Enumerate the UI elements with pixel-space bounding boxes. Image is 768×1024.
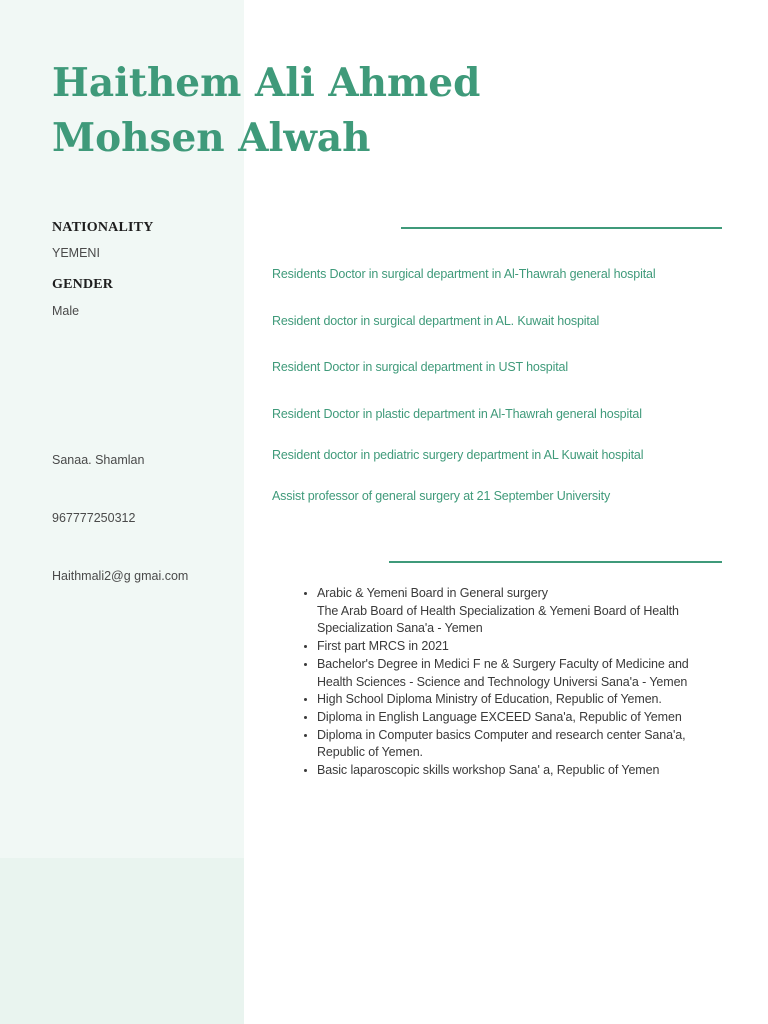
experience-item: Resident doctor in pediatric surgery department in AL Kuwait hospital	[272, 448, 644, 462]
education-item-line: • Bachelor's Degree in Medici F ne & Surgery Faculty of Medicine and	[317, 656, 689, 671]
nationality-label: NATIONALITY	[52, 220, 154, 235]
education-divider	[389, 561, 722, 563]
education-item	[317, 762, 737, 780]
education-item	[317, 585, 737, 638]
education-item	[317, 638, 737, 656]
address-text: Sanaa. Shamlan	[52, 453, 145, 467]
education-item	[317, 656, 737, 691]
nationality-value: YEMENI	[52, 246, 100, 260]
education-item-line: The Arab Board of Health Specialization & Yemeni Board of Health	[317, 603, 679, 618]
education-item-line: Health Sciences - Science and Technology Universi Sana'a - Yemen	[317, 674, 688, 689]
education-item-line: Republic of Yemen.	[317, 745, 423, 760]
candidate-name-line-2: Mohsen Alwah	[52, 115, 371, 161]
education-item-line: • High School Diploma Ministry of Education, Republic of Yemen.	[317, 692, 662, 707]
experience-item: Assist professor of general surgery at 21 September University	[272, 489, 611, 503]
education-item-line: • Diploma in English Language EXCEED Sana'a, Republic of Yemen	[317, 709, 682, 724]
candidate-name-line-1: Haithem Ali Ahmed	[52, 60, 481, 106]
experience-item: Resident Doctor in surgical department in UST hospital	[272, 360, 568, 374]
education-item-line: • Arabic & Yemeni Board in General surgery	[317, 586, 548, 600]
experience-item: Residents Doctor in surgical department in Al-Thawrah general hospital	[272, 267, 656, 281]
education-item-line: • First part MRCS in 2021	[317, 639, 449, 654]
education-item-line: • Diploma in Computer basics Computer and research center Sana'a,	[317, 727, 686, 742]
sidebar-footer-background	[0, 858, 244, 1024]
education-item	[317, 727, 737, 762]
education-list	[298, 585, 737, 780]
education-item-line: Specialization Sana'a - Yemen	[317, 621, 483, 636]
experience-item: Resident doctor in surgical department in AL. Kuwait hospital	[272, 314, 600, 328]
education-item	[317, 691, 737, 709]
email-text: Haithmali2@g gmai.com	[52, 569, 189, 583]
gender-value: Male	[52, 304, 80, 318]
phone-text: 967777250312	[52, 511, 136, 525]
experience-item: Resident Doctor in plastic department in Al-Thawrah general hospital	[272, 407, 642, 421]
candidate-name	[52, 56, 652, 166]
experience-divider	[401, 227, 722, 229]
education-item	[317, 709, 737, 727]
gender-label: GENDER	[52, 277, 114, 292]
education-item-line: • Basic laparoscopic skills workshop Sana' a, Republic of Yemen	[317, 763, 660, 778]
